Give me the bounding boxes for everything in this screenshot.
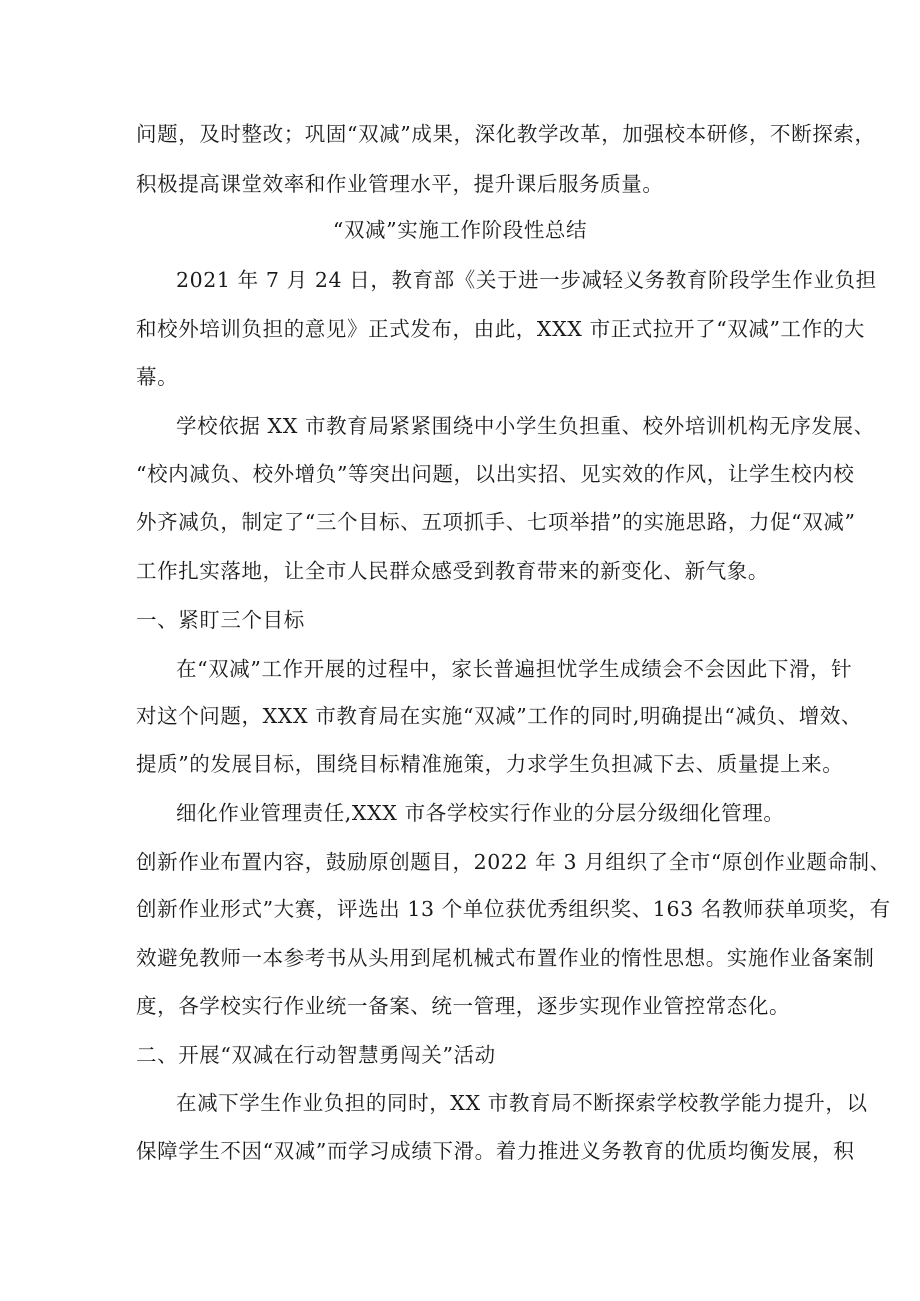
intro-line-1: 问题，及时整改；巩固“双减”成果，深化教学改革，加强校本研修，不断探索， xyxy=(136,122,876,146)
paragraph-3-line-2: 对这个问题，XXX 市教育局在实施“双减”工作的同时,明确提出“减负、增效、 xyxy=(136,704,863,728)
paragraph-6-line-1: 在减下学生作业负担的同时，XX 市教育局不断探索学校教学能力提升，以 xyxy=(176,1091,868,1115)
paragraph-1-line-2: 和校外培训负担的意见》正式发布，由此，XXX 市正式拉开了“双减”工作的大 xyxy=(136,317,865,341)
paragraph-5-line-3: 效避免教师一本参考书从头用到尾机械式布置作业的惰性思想。实施作业备案制 xyxy=(136,946,875,970)
paragraph-3-line-1: 在“双减”工作开展的过程中，家长普遍担忧学生成绩会不会因此下滑，针 xyxy=(176,657,853,681)
paragraph-2-line-1: 学校依据 XX 市教育局紧紧围绕中小学生负担重、校外培训机构无序发展、 xyxy=(176,414,875,438)
paragraph-6-line-2: 保障学生不因“双减”而学习成绩下滑。着力推进义务教育的优质均衡发展，积 xyxy=(136,1139,855,1163)
paragraph-5-line-1: 创新作业布置内容，鼓励原创题目，2022 年 3 月组织了全市“原创作业题命制、 xyxy=(136,850,891,874)
paragraph-4-line-1: 细化作业管理责任,XXX 市各学校实行作业的分层分级细化管理。 xyxy=(176,801,785,825)
paragraph-3-line-3: 提质”的发展目标，围绕目标精准施策，力求学生负担减下去、质量提上来。 xyxy=(136,752,844,776)
paragraph-1-line-1: 2021 年 7 月 24 日，教育部《关于进一步减轻义务教育阶段学生作业负担 xyxy=(176,268,877,292)
section-heading-2: 二、开展“双减在行动智慧勇闯关”活动 xyxy=(136,1043,496,1067)
page-title: “双减”实施工作阶段性总结 xyxy=(332,218,588,242)
intro-line-2: 积极提高课堂效率和作业管理水平，提升课后服务质量。 xyxy=(136,172,664,196)
paragraph-5-line-2: 创新作业形式”大赛，评选出 13 个单位获优秀组织奖、163 名教师获单项奖，有 xyxy=(136,897,891,921)
section-heading-1: 一、紧盯三个目标 xyxy=(136,608,305,632)
paragraph-2-line-4: 工作扎实落地，让全市人民群众感受到教育带来的新变化、新气象。 xyxy=(136,559,769,583)
paragraph-2-line-3: 外齐减负，制定了“三个目标、五项抓手、七项举措”的实施思路，力促“双减” xyxy=(136,510,856,534)
paragraph-2-line-2: “校内减负、校外增负”等突出问题，以出实招、见实效的作风，让学生校内校 xyxy=(136,462,855,486)
paragraph-1-line-3: 幕。 xyxy=(136,365,179,389)
paragraph-5-line-4: 度，各学校实行作业统一备案、统一管理，逐步实现作业管控常态化。 xyxy=(136,994,791,1018)
